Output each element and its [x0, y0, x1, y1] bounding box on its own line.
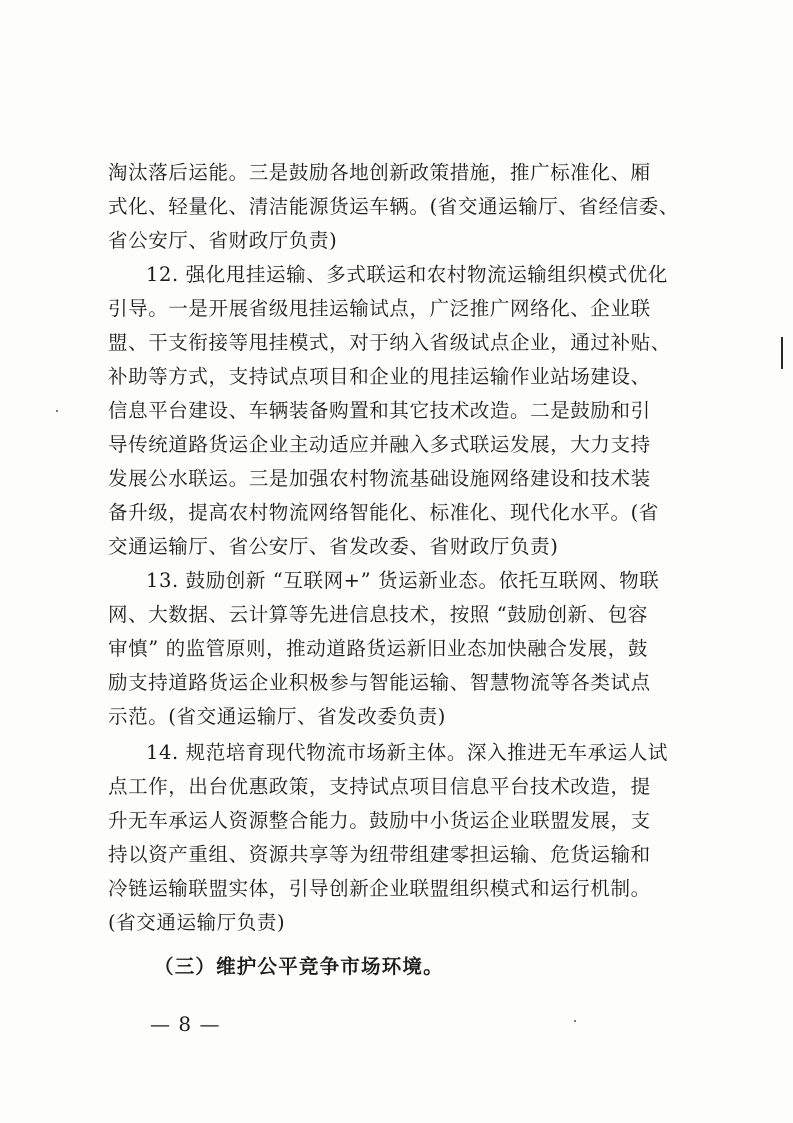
- text-line: 励支持道路货运企业积极参与智能运输、智慧物流等各类试点: [108, 671, 651, 694]
- text-line: 持以资产重组、资源共享等为纽带组建零担运输、危货运输和: [108, 843, 651, 866]
- text-line: 示范。(省交通运输厅、省发改委负责): [108, 705, 447, 728]
- margin-mark: [781, 337, 783, 369]
- text-line: 点工作，出台优惠政策，支持试点项目信息平台技术改造，提: [108, 775, 651, 798]
- scan-speck: [56, 410, 58, 412]
- page-number: — 8 —: [150, 1012, 221, 1036]
- text-line: 省公安厅、省财政厅负责): [108, 229, 338, 252]
- scan-speck: [574, 1020, 576, 1022]
- text-line: 审慎” 的监管原则，推动道路货运新旧业态加快融合发展，鼓: [108, 637, 648, 660]
- text-line: 发展公水联运。三是加强农村物流基础设施网络建设和技术装: [108, 467, 651, 490]
- text-line: 引导。一是开展省级甩挂运输试点，广泛推广网络化、企业联: [108, 297, 651, 320]
- text-line: 淘汰落后运能。三是鼓励各地创新政策措施，推广标准化、厢: [108, 161, 651, 184]
- paragraph-14-first-line: 14. 规范培育现代物流市场新主体。深入推进无车承运人试: [146, 741, 669, 764]
- text-line: 补助等方式，支持试点项目和企业的甩挂运输作业站场建设、: [108, 365, 651, 388]
- paragraph-12-first-line: 12. 强化甩挂运输、多式联运和农村物流运输组织模式优化: [146, 263, 669, 286]
- paragraph-13-first-line: 13. 鼓励创新 “互联网+” 货运新业态。依托互联网、物联: [146, 569, 660, 592]
- text-line: 导传统道路货运企业主动适应并融入多式联运发展，大力支持: [108, 433, 651, 456]
- text-line: 备升级，提高农村物流网络智能化、标准化、现代化水平。(省: [108, 501, 659, 524]
- text-line: 交通运输厅、省公安厅、省发改委、省财政厅负责): [108, 535, 559, 558]
- section-heading: （三）维护公平竞争市场环境。: [154, 955, 444, 978]
- text-line: 升无车承运人资源整合能力。鼓励中小货运企业联盟发展，支: [108, 809, 651, 832]
- text-line: 冷链运输联盟实体，引导创新企业联盟组织模式和运行机制。: [108, 877, 651, 900]
- text-line: 网、大数据、云计算等先进信息技术，按照 “鼓励创新、包容: [108, 603, 648, 626]
- text-line: 信息平台建设、车辆装备购置和其它技术改造。二是鼓励和引: [108, 399, 651, 422]
- text-line: 盟、干支衔接等甩挂模式，对于纳入省级试点企业，通过补贴、: [108, 331, 671, 354]
- text-line: 式化、轻量化、清洁能源货运车辆。(省交通运输厅、省经信委、: [108, 195, 680, 218]
- text-line: (省交通运输厅负责): [108, 911, 286, 934]
